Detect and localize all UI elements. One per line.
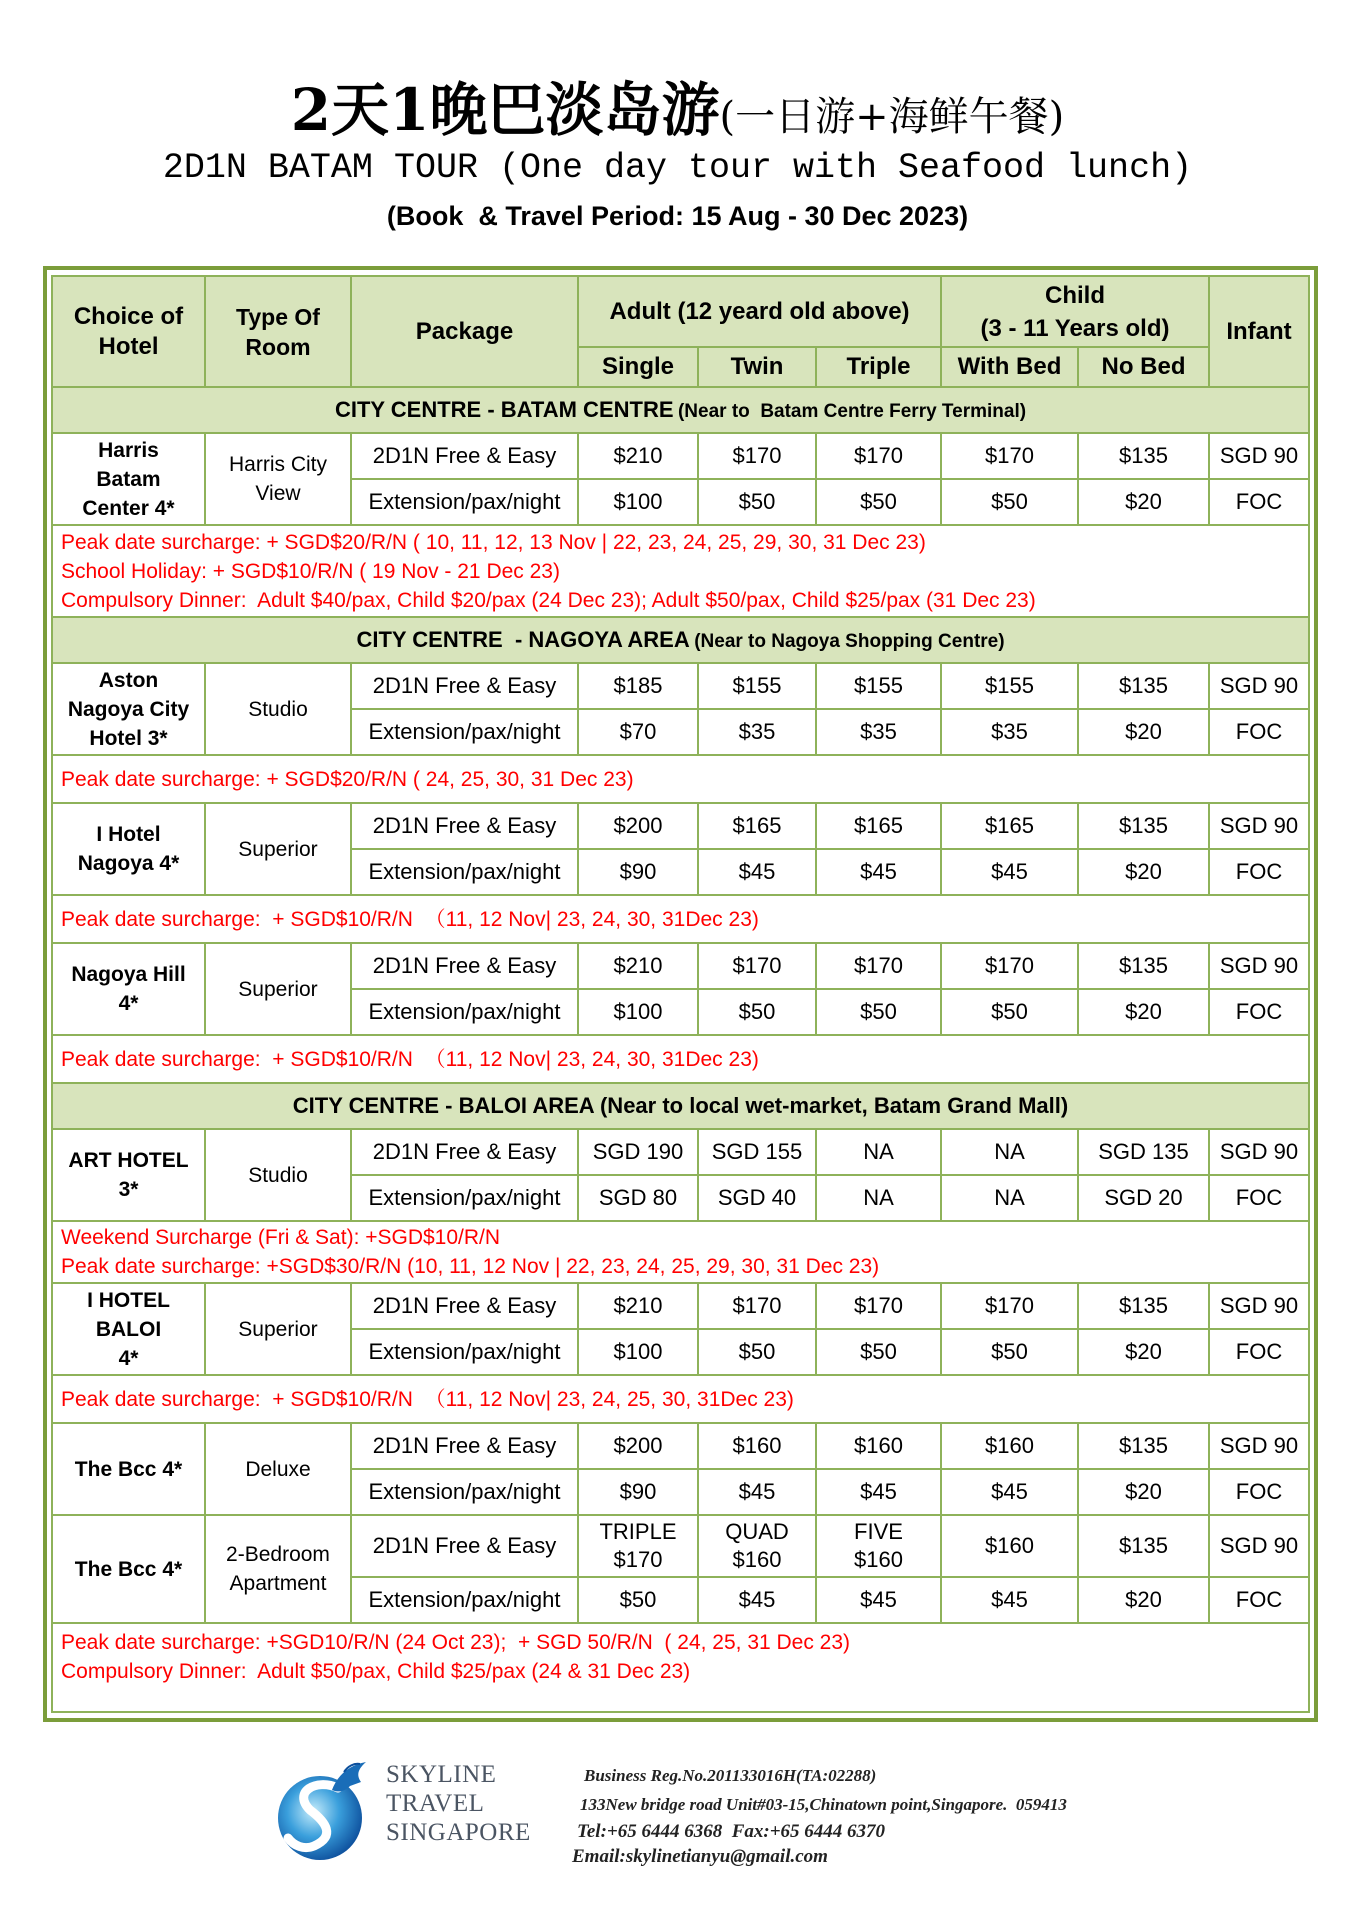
text-line: Apartment — [229, 1572, 327, 1595]
price-twin: $45 — [698, 1469, 816, 1515]
package-name: Extension/pax/night — [351, 1469, 578, 1515]
price-child-no-bed: $20 — [1078, 1329, 1209, 1375]
price-single: $100 — [578, 989, 698, 1035]
price-twin: $170 — [698, 943, 816, 989]
section-note: (Near to Nagoya Shopping Centre) — [694, 631, 1005, 652]
section-title: CITY CENTRE - BALOI AREA (Near to local wet-market, Batam Grand Mall) — [292, 1093, 1069, 1118]
package-name: 2D1N Free & Easy — [351, 663, 578, 709]
text-line: Harris — [98, 438, 159, 462]
price-row — [52, 1515, 1309, 1577]
section-note: (Near to Batam Centre Ferry Terminal) — [677, 401, 1027, 422]
price-infant: SGD 90 — [1209, 433, 1309, 479]
package-name: Extension/pax/night — [351, 709, 578, 755]
text-line: I HOTEL — [87, 1288, 170, 1312]
price-child-with-bed: $35 — [941, 709, 1078, 755]
price-triple: $45 — [816, 1469, 941, 1515]
price-infant: SGD 90 — [1209, 1129, 1309, 1175]
price-child-no-bed: $20 — [1078, 1469, 1209, 1515]
header-row — [52, 276, 1309, 347]
notes-row — [52, 525, 1309, 617]
price-infant: FOC — [1209, 479, 1309, 525]
price-single: $185 — [578, 663, 698, 709]
room-type — [205, 433, 351, 525]
room-type: Studio — [205, 1129, 351, 1221]
price-single: SGD 80 — [578, 1175, 698, 1221]
table-header — [52, 276, 1309, 387]
text-line: Nagoya Hill — [71, 963, 186, 986]
price-twin: $155 — [698, 663, 816, 709]
hotel-name — [52, 943, 205, 1035]
surcharge-note: Compulsory Dinner: Adult $50/pax, Child $25/pax (24 & 31 Dec 23) — [61, 1660, 691, 1683]
price-twin: $170 — [698, 433, 816, 479]
text-line: Center 4* — [82, 496, 175, 520]
price-infant: SGD 90 — [1209, 943, 1309, 989]
price-single: $210 — [578, 433, 698, 479]
price-child-no-bed: $135 — [1078, 943, 1209, 989]
price-single: $90 — [578, 1469, 698, 1515]
price-twin: $170 — [698, 1283, 816, 1329]
price-child-no-bed: $20 — [1078, 849, 1209, 895]
price-child-no-bed: $20 — [1078, 709, 1209, 755]
price-triple: $170 — [816, 1283, 941, 1329]
price-child-with-bed: $50 — [941, 1329, 1078, 1375]
price-child-no-bed: $135 — [1078, 1283, 1209, 1329]
text-line: QUAD — [725, 1519, 789, 1544]
room-type: Superior — [205, 1283, 351, 1375]
notes-row — [52, 1375, 1309, 1423]
price-child-with-bed: $170 — [941, 433, 1078, 479]
surcharge-note: Peak date surcharge: + SGD$10/R/N （11, 12 Nov| 23, 24, 30, 31Dec 23) — [61, 1047, 759, 1071]
price-infant: SGD 90 — [1209, 1283, 1309, 1329]
brand-line: SINGAPORE — [386, 1819, 531, 1846]
business-registration: Business Reg.No.201133016H(TA:02288) — [584, 1766, 877, 1785]
surcharge-note: Peak date surcharge: + SGD$10/R/N （11, 12 Nov| 23, 24, 25, 30, 31Dec 23) — [61, 1387, 794, 1411]
header-package: Package — [351, 276, 578, 387]
section-header-row — [52, 617, 1309, 663]
section-header-row — [52, 1083, 1309, 1129]
text-line: BALOI — [95, 1317, 162, 1341]
price-twin: $45 — [698, 849, 816, 895]
price-triple: $165 — [816, 803, 941, 849]
company-email: Email:skylinetianyu@gmail.com — [572, 1846, 828, 1867]
notes-cell — [52, 1221, 1309, 1283]
hotel-name: The Bcc 4* — [52, 1515, 205, 1623]
price-single: $100 — [578, 479, 698, 525]
price-triple: $170 — [816, 433, 941, 479]
surcharge-note: Peak date surcharge: +SGD10/R/N (24 Oct 23); + SGD 50/R/N ( 24, 25, 31 Dec 23) — [61, 1631, 851, 1654]
room-type: Superior — [205, 803, 351, 895]
text-line: ART HOTEL — [68, 1149, 189, 1172]
brand-line: TRAVEL — [386, 1790, 485, 1817]
price-child-with-bed: $160 — [941, 1515, 1078, 1577]
price-single: $100 — [578, 1329, 698, 1375]
price-single — [578, 1515, 698, 1577]
company-phone-fax: Tel:+65 6444 6368 Fax:+65 6444 6370 — [577, 1821, 886, 1842]
text-line: Batam — [96, 467, 161, 491]
price-single: $210 — [578, 1283, 698, 1329]
surcharge-note: School Holiday: + SGD$10/R/N ( 19 Nov - 21 Dec 23) — [61, 559, 560, 583]
price-infant: FOC — [1209, 1577, 1309, 1623]
price-child-no-bed: $20 — [1078, 1577, 1209, 1623]
header-twin: Twin — [698, 347, 816, 387]
text-line: TRIPLE — [599, 1519, 677, 1544]
hotel-name: The Bcc 4* — [52, 1423, 205, 1515]
surcharge-note: Peak date surcharge: + SGD$20/R/N ( 10, 11, 12, 13 Nov | 22, 23, 24, 25, 29, 30, 31 Dec 23) — [61, 530, 926, 554]
price-infant: FOC — [1209, 849, 1309, 895]
price-child-with-bed: $45 — [941, 1469, 1078, 1515]
text-line: 2-Bedroom — [226, 1543, 330, 1566]
text-line: Nagoya 4* — [77, 852, 180, 875]
package-name: Extension/pax/night — [351, 989, 578, 1035]
price-child-no-bed: SGD 20 — [1078, 1175, 1209, 1221]
price-triple: NA — [816, 1175, 941, 1221]
text-line: 4* — [118, 992, 139, 1015]
price-child-with-bed: $170 — [941, 943, 1078, 989]
price-child-with-bed: NA — [941, 1175, 1078, 1221]
notes-row — [52, 895, 1309, 943]
header-child — [941, 276, 1209, 347]
header-child-label: Child — [1045, 281, 1105, 309]
price-row — [52, 1423, 1309, 1469]
travel-period: (Book & Travel Period: 15 Aug - 30 Dec 2023) — [386, 201, 969, 231]
price-child-with-bed: NA — [941, 1129, 1078, 1175]
text-line: $160 — [854, 1547, 903, 1572]
notes-row — [52, 1623, 1309, 1712]
price-triple: $50 — [816, 1329, 941, 1375]
header-with-bed: With Bed — [941, 347, 1078, 387]
section-title: CITY CENTRE - NAGOYA AREA — [356, 627, 690, 652]
notes-row — [52, 1221, 1309, 1283]
price-twin: SGD 155 — [698, 1129, 816, 1175]
text-line: 4* — [118, 1346, 139, 1370]
room-type: Superior — [205, 943, 351, 1035]
price-twin: SGD 40 — [698, 1175, 816, 1221]
hotel-name — [52, 433, 205, 525]
price-infant: FOC — [1209, 1329, 1309, 1375]
notes-cell — [52, 755, 1309, 803]
price-triple: $50 — [816, 479, 941, 525]
price-triple: $155 — [816, 663, 941, 709]
price-single: $70 — [578, 709, 698, 755]
section-header — [52, 617, 1309, 663]
notes-row — [52, 755, 1309, 803]
title-sub: (一日游+海鲜午餐) — [719, 94, 1065, 140]
price-triple: $170 — [816, 943, 941, 989]
price-twin: $50 — [698, 479, 816, 525]
table-body — [52, 387, 1309, 1712]
section-header — [52, 387, 1309, 433]
package-name: Extension/pax/night — [351, 1577, 578, 1623]
text-line: I Hotel — [96, 823, 161, 846]
notes-cell — [52, 1035, 1309, 1083]
price-triple — [816, 1515, 941, 1577]
header-room-type: Type Of Room — [205, 276, 351, 387]
package-name: Extension/pax/night — [351, 849, 578, 895]
hotel-name — [52, 663, 205, 755]
hotel-name — [52, 1129, 205, 1221]
brand-line: SKYLINE — [386, 1761, 497, 1788]
price-row — [52, 1283, 1309, 1329]
room-type: Deluxe — [205, 1423, 351, 1515]
surcharge-note: Peak date surcharge: +SGD$30/R/N (10, 11, 12 Nov | 22, 23, 24, 25, 29, 30, 31 Dec 23) — [61, 1255, 880, 1278]
package-name: Extension/pax/night — [351, 479, 578, 525]
price-infant: FOC — [1209, 709, 1309, 755]
price-child-with-bed: $155 — [941, 663, 1078, 709]
price-single: $90 — [578, 849, 698, 895]
price-triple: $50 — [816, 989, 941, 1035]
notes-cell — [52, 1623, 1309, 1712]
header-adult: Adult (12 yeard old above) — [578, 276, 941, 347]
text-line: Hotel 3* — [89, 726, 168, 750]
price-row — [52, 1129, 1309, 1175]
price-single: $200 — [578, 1423, 698, 1469]
room-type — [205, 1515, 351, 1623]
price-child-with-bed: $50 — [941, 479, 1078, 525]
header-no-bed: No Bed — [1078, 347, 1209, 387]
package-name: 2D1N Free & Easy — [351, 433, 578, 479]
surcharge-note: Peak date surcharge: + SGD$20/R/N ( 24, 25, 30, 31 Dec 23) — [61, 767, 634, 791]
notes-row — [52, 1035, 1309, 1083]
price-twin: $45 — [698, 1577, 816, 1623]
price-twin: $50 — [698, 989, 816, 1035]
package-name: 2D1N Free & Easy — [351, 1129, 578, 1175]
price-infant: SGD 90 — [1209, 663, 1309, 709]
page-title-english: 2D1N BATAM TOUR (One day tour with Seafood lunch) — [162, 148, 1193, 188]
price-row — [52, 943, 1309, 989]
text-line: View — [255, 482, 301, 505]
price-single: $210 — [578, 943, 698, 989]
package-name: 2D1N Free & Easy — [351, 1423, 578, 1469]
text-line: 3* — [118, 1178, 139, 1201]
notes-cell — [52, 895, 1309, 943]
section-header-row — [52, 387, 1309, 433]
package-name: 2D1N Free & Easy — [351, 1283, 578, 1329]
price-child-with-bed: $170 — [941, 1283, 1078, 1329]
price-triple: $45 — [816, 1577, 941, 1623]
price-child-with-bed: $50 — [941, 989, 1078, 1035]
header-single: Single — [578, 347, 698, 387]
text-line: Harris City — [229, 453, 327, 476]
text-line: Aston — [98, 668, 159, 692]
room-type: Studio — [205, 663, 351, 755]
text-line: Nagoya City — [67, 697, 190, 721]
section-title: CITY CENTRE - BATAM CENTRE — [334, 397, 674, 422]
title-main: 2天1晚巴淡岛游 — [290, 76, 720, 144]
package-name: 2D1N Free & Easy — [351, 1515, 578, 1577]
text-line: $160 — [732, 1547, 782, 1572]
text-line: FIVE — [854, 1519, 903, 1544]
price-child-no-bed: $135 — [1078, 663, 1209, 709]
price-infant: FOC — [1209, 989, 1309, 1035]
price-child-no-bed: $20 — [1078, 989, 1209, 1035]
price-child-with-bed: $160 — [941, 1423, 1078, 1469]
header-triple: Triple — [816, 347, 941, 387]
price-twin — [698, 1515, 816, 1577]
surcharge-note: Weekend Surcharge (Fri & Sat): +SGD$10/R/N — [61, 1226, 501, 1249]
hotel-name — [52, 803, 205, 895]
price-infant: SGD 90 — [1209, 1423, 1309, 1469]
price-table — [51, 275, 1310, 1713]
package-name: Extension/pax/night — [351, 1329, 578, 1375]
price-single: $50 — [578, 1577, 698, 1623]
company-brand-name — [386, 1760, 531, 1847]
price-infant: FOC — [1209, 1469, 1309, 1515]
price-child-no-bed: $135 — [1078, 1423, 1209, 1469]
price-child-no-bed: $135 — [1078, 1515, 1209, 1577]
price-table-frame — [43, 266, 1318, 1722]
text-line: $170 — [613, 1547, 663, 1572]
package-name: 2D1N Free & Easy — [351, 803, 578, 849]
price-child-no-bed: SGD 135 — [1078, 1129, 1209, 1175]
price-child-no-bed: $20 — [1078, 479, 1209, 525]
price-twin: $35 — [698, 709, 816, 755]
price-triple: $35 — [816, 709, 941, 755]
header-hotel: Choice of Hotel — [52, 276, 205, 387]
price-single: SGD 190 — [578, 1129, 698, 1175]
price-twin: $165 — [698, 803, 816, 849]
surcharge-note: Compulsory Dinner: Adult $40/pax, Child $20/pax (24 Dec 23); Adult $50/pax, Child $25/pax (31 Dec 23) — [61, 588, 1036, 612]
package-name: 2D1N Free & Easy — [351, 943, 578, 989]
price-triple: $45 — [816, 849, 941, 895]
header-infant: Infant — [1209, 276, 1309, 387]
price-infant: SGD 90 — [1209, 1515, 1309, 1577]
price-single: $200 — [578, 803, 698, 849]
price-twin: $160 — [698, 1423, 816, 1469]
header-child-age: (3 - 11 Years old) — [980, 314, 1170, 342]
price-child-with-bed: $165 — [941, 803, 1078, 849]
section-header — [52, 1083, 1309, 1129]
surcharge-note: Peak date surcharge: + SGD$10/R/N （11, 12 Nov| 23, 24, 30, 31Dec 23) — [61, 907, 759, 931]
price-infant: FOC — [1209, 1175, 1309, 1221]
skyline-dragon-logo-icon — [274, 1758, 374, 1864]
price-child-no-bed: $135 — [1078, 803, 1209, 849]
price-row — [52, 663, 1309, 709]
company-address: 133New bridge road Unit#03-15,Chinatown point,Singapore. 059413 — [580, 1795, 1067, 1814]
notes-cell — [52, 1375, 1309, 1423]
price-infant: SGD 90 — [1209, 803, 1309, 849]
price-twin: $50 — [698, 1329, 816, 1375]
price-child-no-bed: $135 — [1078, 433, 1209, 479]
hotel-name — [52, 1283, 205, 1375]
price-row — [52, 803, 1309, 849]
price-triple: $160 — [816, 1423, 941, 1469]
package-name: Extension/pax/night — [351, 1175, 578, 1221]
notes-cell — [52, 525, 1309, 617]
price-child-with-bed: $45 — [941, 849, 1078, 895]
price-child-with-bed: $45 — [941, 1577, 1078, 1623]
price-row — [52, 433, 1309, 479]
price-triple: NA — [816, 1129, 941, 1175]
